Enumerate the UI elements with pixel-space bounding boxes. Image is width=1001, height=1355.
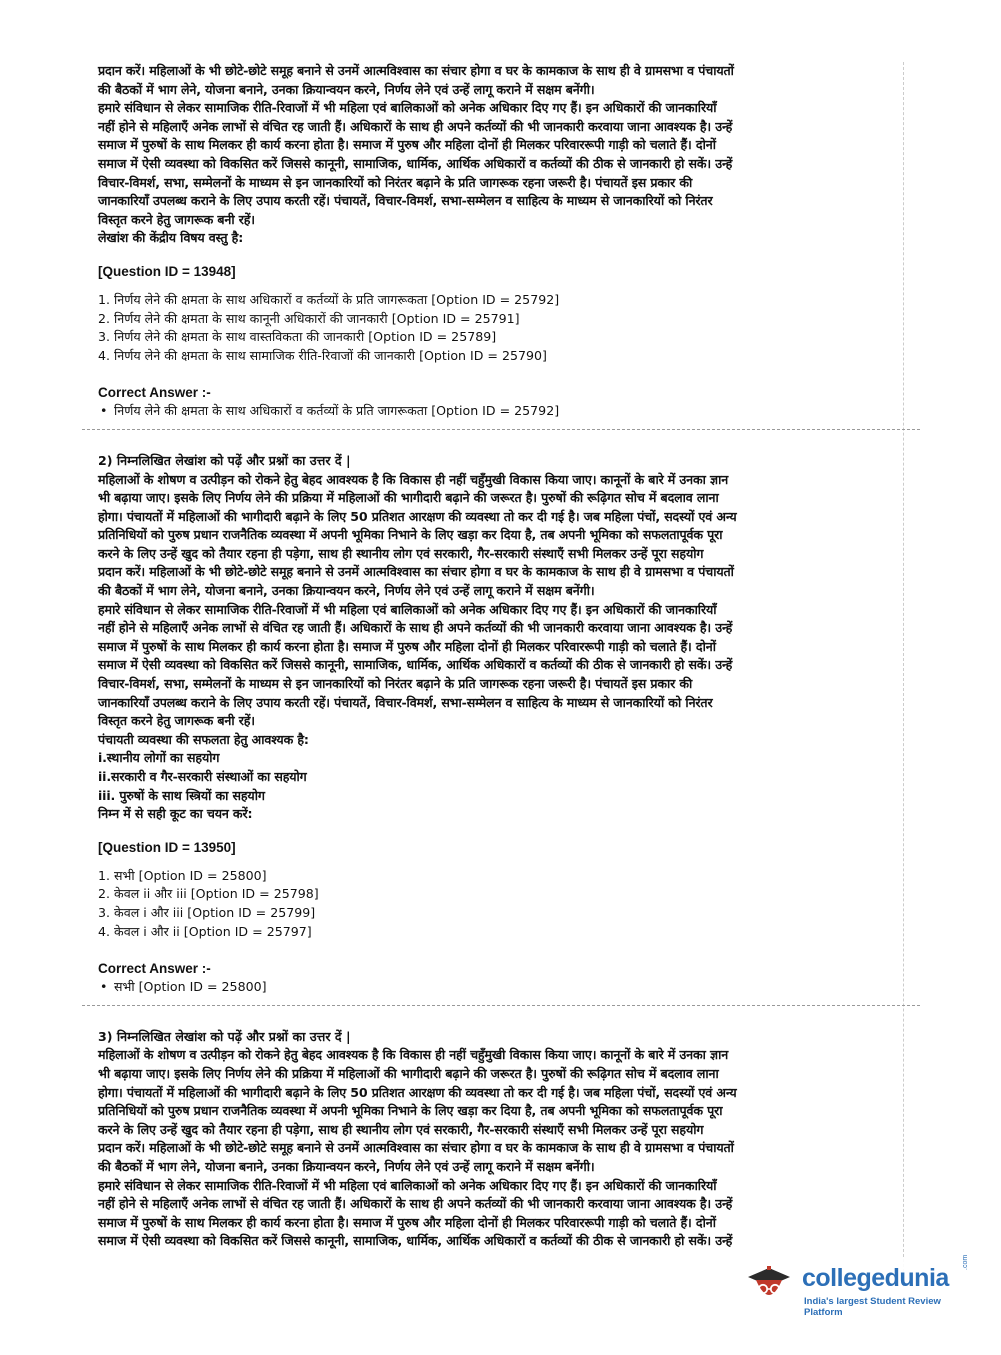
option-item: 3. केवल i और iii [Option ID = 25799] <box>98 904 316 920</box>
passage-line: प्रदान करें। महिलाओं के भी छोटे-छोटे समूह बनाने से उनमें आत्मविश्वास का संचार होगा व घर के कामकाज के साथ ही वे ग्रामसभा व पंचायतों <box>98 1140 734 1156</box>
passage-line: हमारे संविधान से लेकर सामाजिक रीति-रिवाजों में भी महिला एवं बालिकाओं को अनेक अधिकार दिए गए हैं। इन अधिकारों की जानकारियाँ <box>98 1177 717 1193</box>
passage-line: भी बढ़ाया जाए। इसके लिए निर्णय लेने की प्रक्रिया में महिलाओं की भागीदारी बढ़ाने की जरूरत है। पुरुषों की रूढ़िगत सोच में बदलाव लाना <box>98 490 719 506</box>
passage-line: जानकारियाँ उपलब्ध कराने के लिए उपाय करती रहें। पंचायतें, विचार-विमर्श, सभा-सम्मेलन व साहित्य के माध्यम से जानकारियों को निरंतर <box>98 193 713 209</box>
passage-line: समाज में ऐसी व्यवस्था को विकसित करें जिससे कानूनी, सामाजिक, धार्मिक, आर्थिक अधिकारों व कर्तव्यों की ठीक से जानकारी हो सकें। उन्हें <box>98 155 733 171</box>
passage-line: महिलाओं के शोषण व उत्पीड़न को रोकने हेतु बेहद आवश्यक है कि विकास ही नहीं चहुँमुखी विकास किया जाए। कानूनों के बारे में उनका ज्ञान <box>98 1047 729 1063</box>
bullet-icon: • <box>100 403 108 419</box>
passage-line: महिलाओं के शोषण व उत्पीड़न को रोकने हेतु बेहद आवश्यक है कि विकास ही नहीं चहुँमुखी विकास किया जाए। कानूनों के बारे में उनका ज्ञान <box>98 471 729 487</box>
passage-line: समाज में ऐसी व्यवस्था को विकसित करें जिससे कानूनी, सामाजिक, धार्मिक, आर्थिक अधिकारों व कर्तव्यों की ठीक से जानकारी हो सकें। उन्हें <box>98 1233 733 1249</box>
q2-passage <box>98 471 904 824</box>
passage-line: की बैठकों में भाग लेने, योजना बनाने, उनका क्रियान्वयन करने, निर्णय लेने एवं उन्हें लागू कराने में सक्षम बनेंगी। <box>98 81 595 97</box>
passage-line: प्रदान करें। महिलाओं के भी छोटे-छोटे समूह बनाने से उनमें आत्मविश्वास का संचार होगा व घर के कामकाज के साथ ही वे ग्रामसभा व पंचायतों <box>98 63 734 78</box>
statement-item: i.स्थानीय लोगों का सहयोग <box>98 750 220 766</box>
question-heading: 3) निम्नलिखित लेखांश को पढ़ें और प्रश्नों का उत्तर दें | <box>98 1028 351 1044</box>
question-id: [Question ID = 13950] <box>98 839 236 855</box>
passage-line: करने के लिए उन्हें खुद को तैयार रहना ही पड़ेगा, साथ ही स्थानीय लोग एवं सरकारी, गैर-सरकारी संस्थाएँ सभी मिलकर उन्हें पूरा सहयोग <box>98 545 704 561</box>
correct-answer-label: Correct Answer :- <box>98 961 211 977</box>
passage-line: विचार-विमर्श, सभा, सम्मेलनों के माध्यम से इन जानकारियों को निरंतर बढ़ाने के प्रति जागरूक रहना जरूरी है। पंचायतें इस प्रकार की <box>98 676 693 692</box>
passage-line: होगा। पंचायतों में महिलाओं की भागीदारी बढ़ाने के लिए 50 प्रतिशत आरक्षण की व्यवस्था तो कर दी गई है। जब महिला पंचों, सदस्यों एवं अन्य <box>98 1084 737 1100</box>
passage-line: की बैठकों में भाग लेने, योजना बनाने, उनका क्रियान्वयन करने, निर्णय लेने एवं उन्हें लागू कराने में सक्षम बनेंगी। <box>98 1158 595 1174</box>
question-1 <box>98 62 904 430</box>
passage-line: विचार-विमर्श, सभा, सम्मेलनों के माध्यम से इन जानकारियों को निरंतर बढ़ाने के प्रति जागरूक रहना जरूरी है। पंचायतें इस प्रकार की <box>98 174 693 190</box>
logo-tagline: India's largest Student Review Platform <box>804 1296 941 1318</box>
collegedunia-logo <box>742 1254 972 1318</box>
bullet-icon: • <box>100 979 108 995</box>
question-prompt: पंचायती व्यवस्था की सफलता हेतु आवश्यक है: <box>98 731 309 747</box>
option-item: 2. केवल ii और iii [Option ID = 25798] <box>98 886 319 902</box>
option-item: 1. सभी [Option ID = 25800] <box>98 867 267 883</box>
passage-line: करने के लिए उन्हें खुद को तैयार रहना ही पड़ेगा, साथ ही स्थानीय लोग एवं सरकारी, गैर-सरकारी संस्थाएँ सभी मिलकर उन्हें पूरा सहयोग <box>98 1121 704 1137</box>
q3-passage <box>98 1046 904 1251</box>
graduate-face-icon <box>746 1264 792 1310</box>
statement-item: ii.सरकारी व गैर-सरकारी संस्थाओं का सहयोग <box>98 769 307 784</box>
passage-line: नहीं होने से महिलाएँ अनेक लाभों से वंचित रह जाती हैं। अधिकारों के साथ ही अपने कर्तव्यों की भी जानकारी करवाया जाना आवश्यक है। उन्हें <box>98 118 733 134</box>
correct-answer-label: Correct Answer :- <box>98 385 211 401</box>
option-item: 4. केवल i और ii [Option ID = 25797] <box>98 923 312 939</box>
option-item: 4. निर्णय लेने की क्षमता के साथ सामाजिक रीति-रिवाजों की जानकारी [Option ID = 25790] <box>98 347 547 363</box>
option-item: 3. निर्णय लेने की क्षमता के साथ वास्तविकता की जानकारी [Option ID = 25789] <box>98 329 497 345</box>
document-page <box>98 62 904 1251</box>
passage-line: भी बढ़ाया जाए। इसके लिए निर्णय लेने की प्रक्रिया में महिलाओं की भागीदारी बढ़ाने की जरूरत है। पुरुषों की रूढ़िगत सोच में बदलाव लाना <box>98 1065 719 1081</box>
passage-line: जानकारियाँ उपलब्ध कराने के लिए उपाय करती रहें। पंचायतें, विचार-विमर्श, सभा-सम्मेलन व साहित्य के माध्यम से जानकारियों को निरंतर <box>98 694 713 710</box>
question-2 <box>98 452 904 1006</box>
passage-line: विस्तृत करने हेतु जागरूक बनी रहें। <box>98 211 255 227</box>
passage-line: समाज में ऐसी व्यवस्था को विकसित करें जिससे कानूनी, सामाजिक, धार्मिक, आर्थिक अधिकारों व कर्तव्यों की ठीक से जानकारी हो सकें। उन्हें <box>98 657 733 673</box>
passage-line: समाज में पुरुषों के साथ मिलकर ही कार्य करना होता है। समाज में पुरुष और महिला दोनों ही मिलकर परिवाररूपी गाड़ी को चलाते हैं। दोनों <box>98 1214 716 1230</box>
correct-answer <box>100 978 904 997</box>
question-instruction: निम्न में से सही कूट का चयन करें: <box>98 806 253 822</box>
passage-line: समाज में पुरुषों के साथ मिलकर ही कार्य करना होता है। समाज में पुरुष और महिला दोनों ही मिलकर परिवाररूपी गाड़ी को चलाते हैं। दोनों <box>98 137 716 153</box>
correct-answer-text: निर्णय लेने की क्षमता के साथ अधिकारों व कर्तव्यों के प्रति जागरूकता [Option ID = 25792] <box>114 403 560 419</box>
statement-item: iii. पुरुषों के साथ स्त्रियों का सहयोग <box>98 787 265 803</box>
passage-line: प्रतिनिधियों को पुरुष प्रधान राजनैतिक व्यवस्था में अपनी भूमिका निभाने के लिए खड़ा कर दिया है, तब अपनी भूमिका को सफलतापूर्वक पूरा <box>98 1103 723 1119</box>
passage-line: की बैठकों में भाग लेने, योजना बनाने, उनका क्रियान्वयन करने, निर्णय लेने एवं उन्हें लागू कराने में सक्षम बनेंगी। <box>98 583 595 599</box>
passage-line: नहीं होने से महिलाएँ अनेक लाभों से वंचित रह जाती हैं। अधिकारों के साथ ही अपने कर्तव्यों की भी जानकारी करवाया जाना आवश्यक है। उन्हें <box>98 620 733 636</box>
passage-line: समाज में पुरुषों के साथ मिलकर ही कार्य करना होता है। समाज में पुरुष और महिला दोनों ही मिलकर परिवाररूपी गाड़ी को चलाते हैं। दोनों <box>98 638 716 654</box>
option-list <box>98 867 904 941</box>
option-item: 1. निर्णय लेने की क्षमता के साथ अधिकारों व कर्तव्यों के प्रति जागरूकता [Option ID = 25792] <box>98 291 560 307</box>
correct-answer <box>100 402 904 421</box>
option-item: 2. निर्णय लेने की क्षमता के साथ कानूनी अधिकारों की जानकारी [Option ID = 25791] <box>98 310 520 326</box>
question-prompt: लेखांश की केंद्रीय विषय वस्तु है: <box>98 230 244 246</box>
passage-line: हमारे संविधान से लेकर सामाजिक रीति-रिवाजों में भी महिला एवं बालिकाओं को अनेक अधिकार दिए गए हैं। इन अधिकारों की जानकारियाँ <box>98 601 717 617</box>
q1-passage <box>98 62 904 248</box>
question-3 <box>98 1028 904 1251</box>
question-heading: 2) निम्नलिखित लेखांश को पढ़ें और प्रश्नों का उत्तर दें | <box>98 452 351 468</box>
passage-line: नहीं होने से महिलाएँ अनेक लाभों से वंचित रह जाती हैं। अधिकारों के साथ ही अपने कर्तव्यों की भी जानकारी करवाया जाना आवश्यक है। उन्हें <box>98 1196 733 1212</box>
logo-wordmark: collegedunia <box>802 1264 949 1292</box>
option-list <box>98 291 904 365</box>
passage-line: प्रतिनिधियों को पुरुष प्रधान राजनैतिक व्यवस्था में अपनी भूमिका निभाने के लिए खड़ा कर दिया है, तब अपनी भूमिका को सफलतापूर्वक पूरा <box>98 527 723 543</box>
question-divider <box>82 429 920 430</box>
passage-line: होगा। पंचायतों में महिलाओं की भागीदारी बढ़ाने के लिए 50 प्रतिशत आरक्षण की व्यवस्था तो कर दी गई है। जब महिला पंचों, सदस्यों एवं अन्य <box>98 508 737 524</box>
passage-line: हमारे संविधान से लेकर सामाजिक रीति-रिवाजों में भी महिला एवं बालिकाओं को अनेक अधिकार दिए गए हैं। इन अधिकारों की जानकारियाँ <box>98 100 717 116</box>
correct-answer-text: सभी [Option ID = 25800] <box>114 979 267 995</box>
question-divider <box>82 1005 920 1006</box>
logo-suffix: .com <box>962 1254 969 1270</box>
passage-line: प्रदान करें। महिलाओं के भी छोटे-छोटे समूह बनाने से उनमें आत्मविश्वास का संचार होगा व घर के कामकाज के साथ ही वे ग्रामसभा व पंचायतों <box>98 564 734 580</box>
passage-line: विस्तृत करने हेतु जागरूक बनी रहें। <box>98 713 255 729</box>
question-id: [Question ID = 13948] <box>98 263 236 279</box>
